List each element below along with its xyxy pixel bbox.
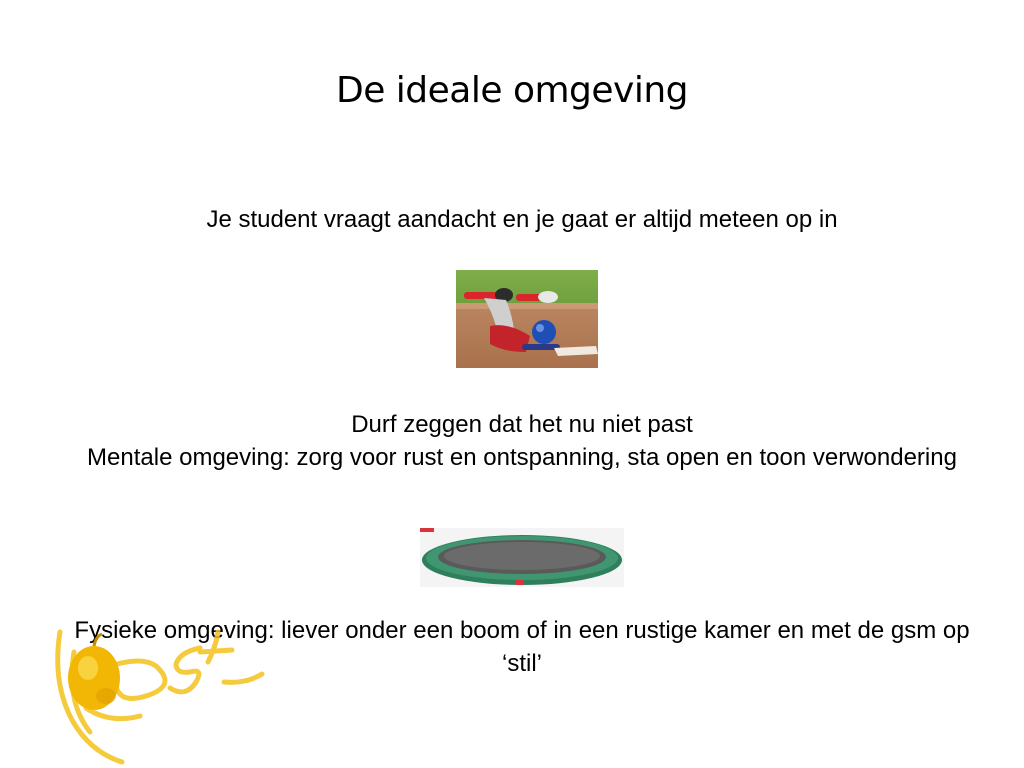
trampoline-photo xyxy=(420,528,624,587)
text-line-mental-environment: Mentale omgeving: zorg voor rust en ontspanning, sta open en toon verwondering xyxy=(87,444,957,471)
text-block-mental xyxy=(60,408,984,474)
text-line-say-no: Durf zeggen dat het nu niet past xyxy=(351,411,693,438)
lemon-zest-logo xyxy=(50,612,280,768)
text-line-physical-environment: Fysieke omgeving: liever onder een boom of in een rustige kamer en met de gsm op ‘stil’ xyxy=(74,617,970,677)
text-line-attention: Je student vraagt aandacht en je gaat er altijd meteen op in xyxy=(206,206,838,233)
slide-title: De ideale omgeving xyxy=(335,70,689,111)
baseball-slide-photo xyxy=(456,270,598,368)
